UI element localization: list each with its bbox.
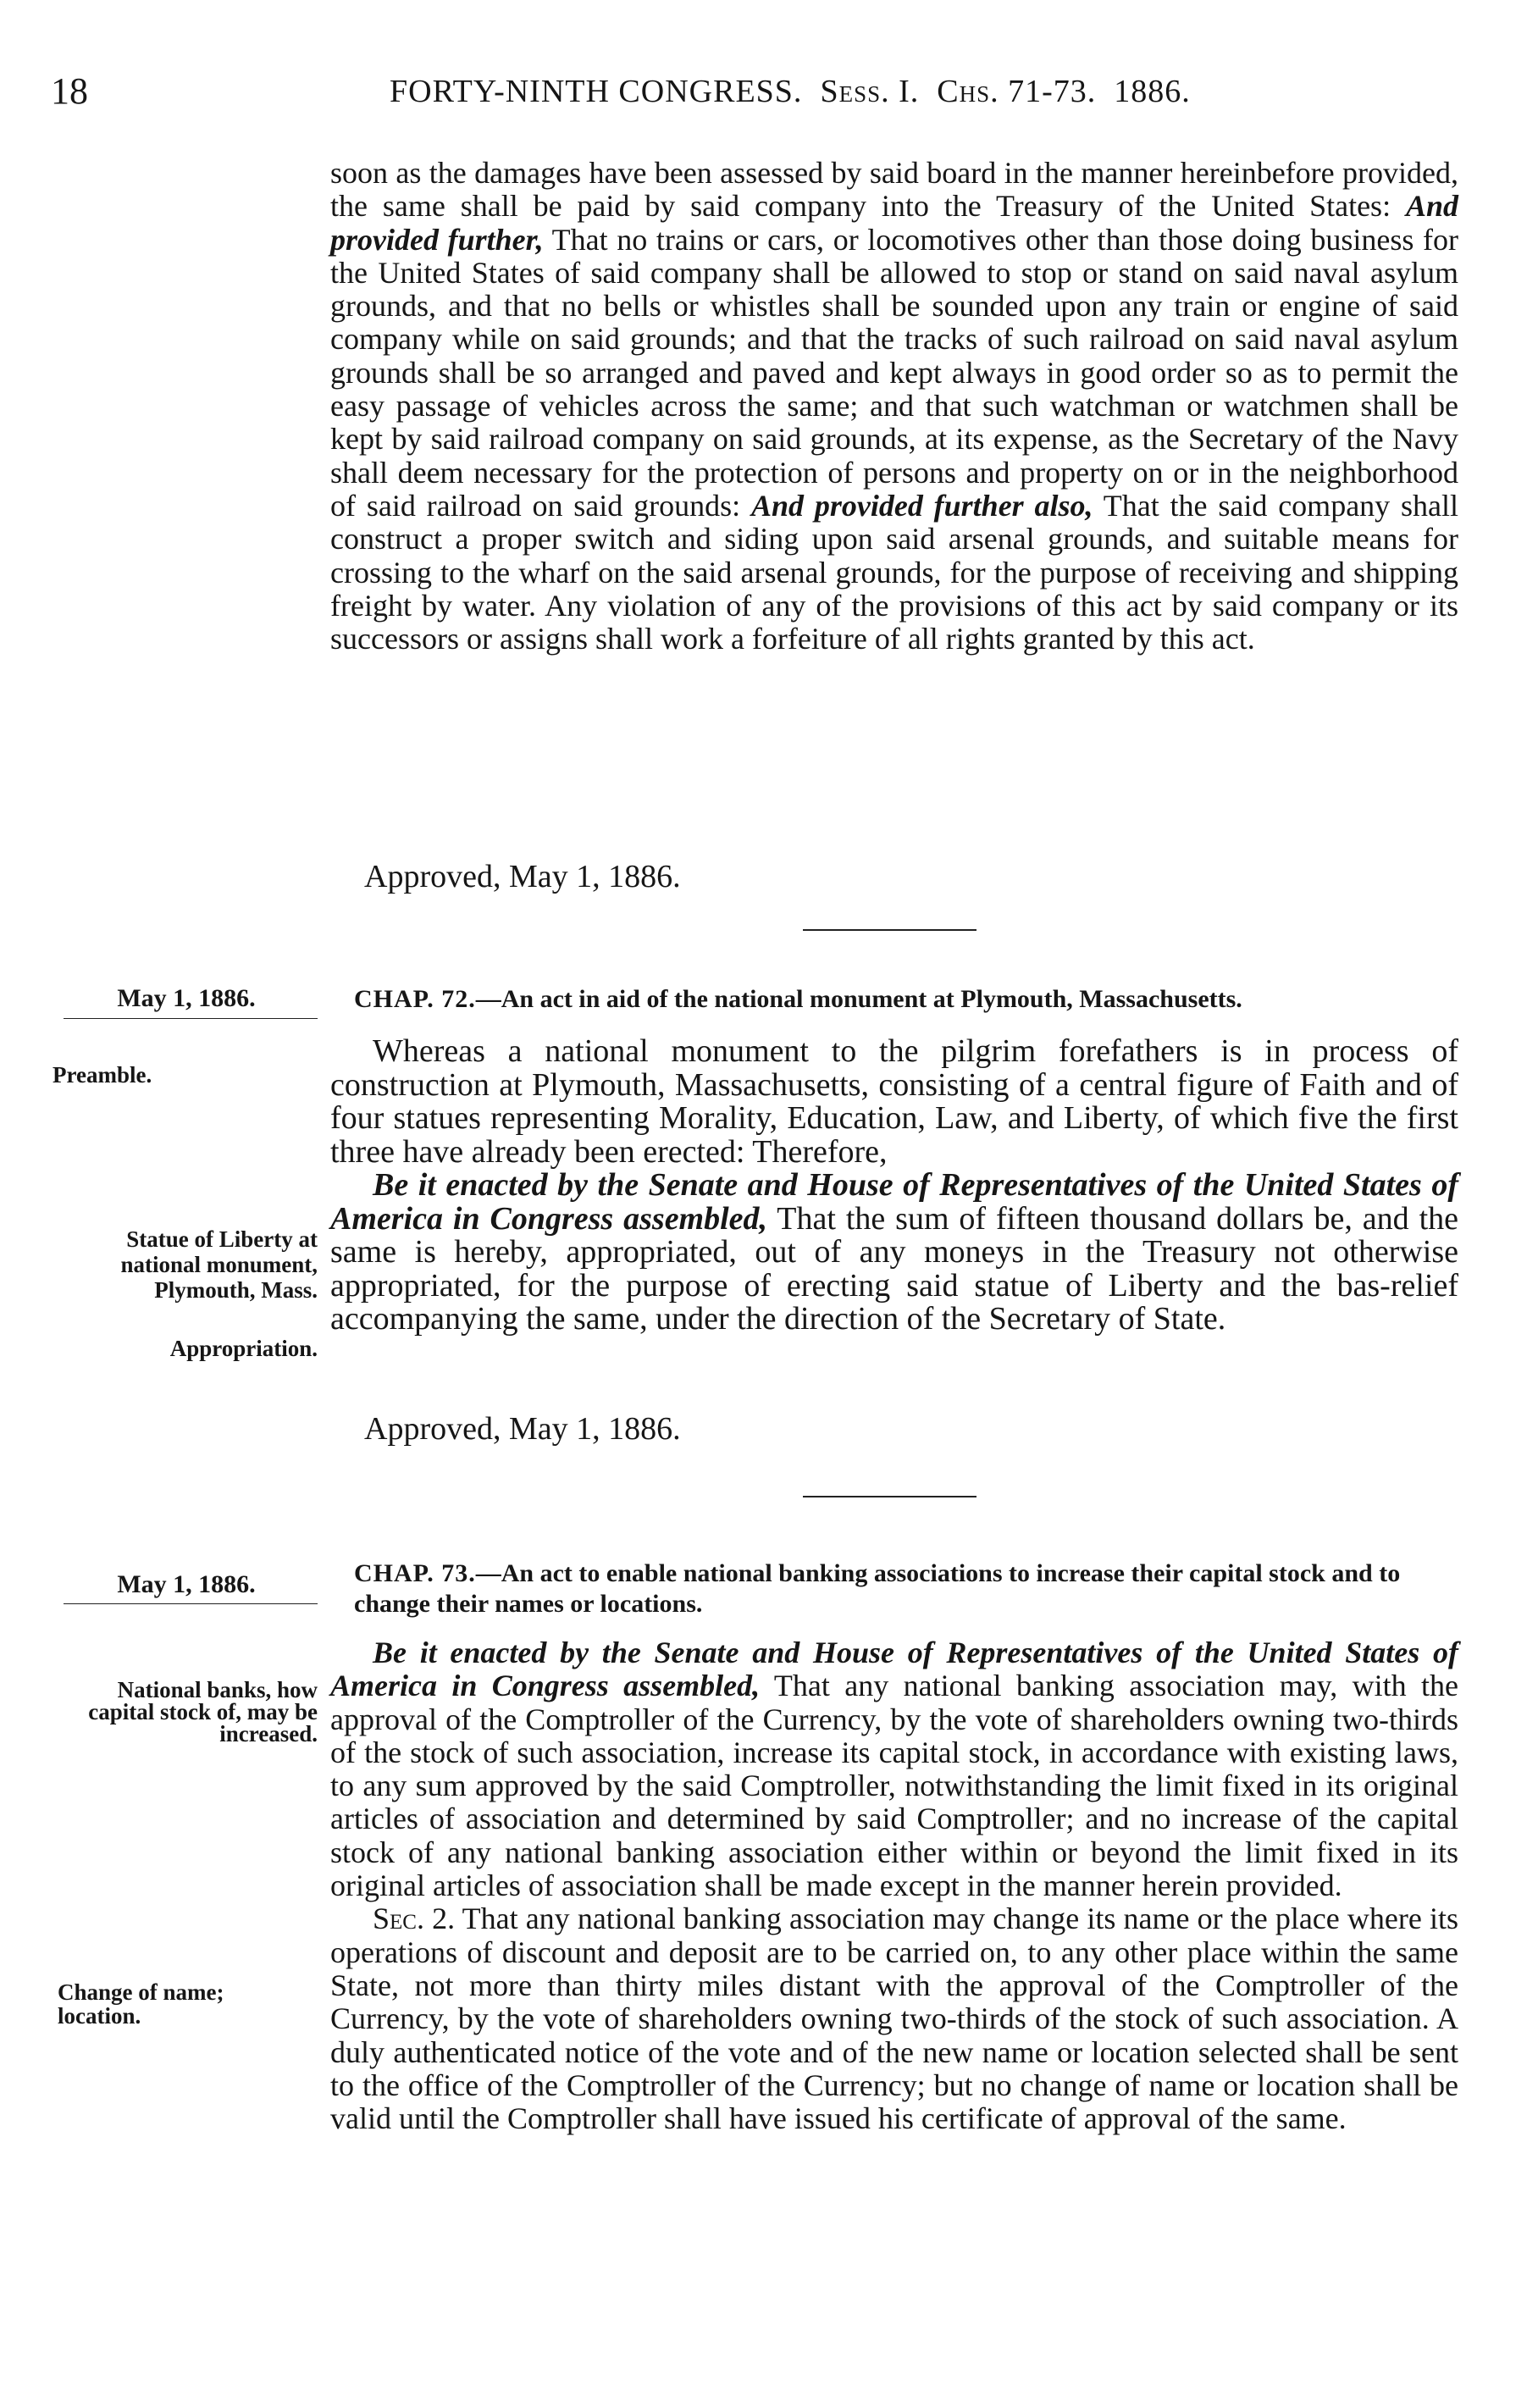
- session-label: Sess. I.: [820, 74, 920, 109]
- section-divider: [803, 1496, 976, 1497]
- chap73-section-2: Sec. 2. That any national banking association may change its name or the place where its operations of discount and deposit are to be carried on, to any other place within the same State, not more than thirty miles distant with the approval of the Comptroller of the Currency, by the vote of shareholders owning two-thirds of the stock of such association. A duly authenticated notice of the vote and of the new name or location selected shall be sent to the office of the Comptroller of the Currency; but no change of name or location shall be valid until the Comptroller shall have issued his certificate of approval of the same.: [330, 1901, 1458, 2136]
- chap71-paragraph: soon as the damages have been assessed by said board in the manner hereinbefore provided, the same shall be paid by said company into the Treasury of the United States: And provided further, That no trains or cars, or locomotives other than those doing business for the United States of said company shall be allowed to stop or stand on said naval asylum grounds, and that no bells or whistles shall be sounded upon any train or engine of said company while on said grounds; and that the tracks of such railroad on said naval asylum grounds shall be so arranged and paved and kept always in good order so as to permit the easy passage of vehicles across the same; and that such watchman or watchmen shall be kept by said railroad company on said grounds, at its expense, as the Secretary of the Navy shall deem necessary for the protection of persons and property on or in the neighborhood of said railroad on said grounds: And provided further also, That the said company shall construct a proper switch and siding upon said arsenal grounds, and suitable means for crossing to the wharf on the said arsenal grounds, for the purpose of receiving and shipping freight by water. Any violation of any of the provisions of this act by said company or its successors or assigns shall work a forfeiture of all rights granted by this act.: [330, 156, 1459, 656]
- page-header: [0, 69, 1538, 120]
- margin-change-of-name: Change of name; location.: [58, 1979, 224, 2029]
- margin-statue-liberty: Statue of Liberty at national monument, Plymouth, Mass.: [120, 1226, 318, 1303]
- chap72-number: CHAP. 72.: [354, 985, 476, 1013]
- chap72-preamble: Whereas a national monument to the pilgrim forefathers is in process of construction at Plymouth, Massachusetts, consisting of a central figure of Faith and of four statues representing Morality, Education, Law, and Liberty, of which five the first three have already been erected: Therefore,: [330, 1033, 1458, 1170]
- margin-preamble: Preamble.: [53, 1062, 152, 1088]
- chap72-title: —An act in aid of the national monument at Plymouth, Massachusetts.: [475, 985, 1242, 1013]
- running-head: [390, 73, 1191, 110]
- margin-national-banks: National banks, how capital stock of, may be increased.: [88, 1677, 318, 1746]
- chap71-body: [330, 157, 1458, 656]
- chap71-approved: Approved, May 1, 1886.: [364, 859, 681, 894]
- margin-rule: [64, 1603, 318, 1604]
- chap73-number: CHAP. 73.: [354, 1559, 476, 1587]
- chap72-margin-date: May 1, 1886.: [117, 984, 256, 1012]
- chap73-heading: [354, 1558, 1455, 1619]
- margin-appropriation: Appropriation.: [169, 1336, 318, 1361]
- year-label: 1886.: [1114, 74, 1191, 109]
- chap73-margin-date: May 1, 1886.: [117, 1570, 256, 1598]
- chap73-section-1: Be it enacted by the Senate and House of Representatives of the United States of America in Congress assembled, That any national banking association may, with the approval of the Comptroller of the Currency, by the vote of shareholders owning two-thirds of the stock of such association, increase its capital stock, in accordance with existing laws, to any sum approved by the said Comptroller, notwithstanding the limit fixed in its original articles of association and determined by said Comptroller; and no increase of the capital stock of any national banking association either within or beyond the limit fixed in its original articles of association shall be made except in the manner herein provided.: [330, 1636, 1459, 1903]
- chap73-title: —An act to enable national banking associations to increase their capital stock and to change their names or locations.: [354, 1559, 1401, 1618]
- chapters-label: Chs. 71-73.: [937, 74, 1097, 109]
- chap72-body: [330, 1035, 1458, 1337]
- chap73-body: [330, 1636, 1458, 2135]
- congress-title: FORTY-NINTH CONGRESS.: [390, 74, 803, 109]
- page-number: 18: [51, 70, 88, 112]
- margin-rule: [64, 1018, 318, 1019]
- section-divider: [803, 929, 976, 931]
- chap72-approved: Approved, May 1, 1886.: [364, 1411, 681, 1447]
- chap72-heading: [354, 984, 1455, 1015]
- chap72-enacting: Be it enacted by the Senate and House of Representatives of the United States of America in Congress assembled, That the sum of fifteen thousand dollars be, and the same is hereby, appropriated, out of any moneys in the Treasury not otherwise appropriated, for the purpose of erecting said statue of Liberty and the bas-relief accompanying the same, under the direction of the Secretary of State.: [330, 1167, 1458, 1337]
